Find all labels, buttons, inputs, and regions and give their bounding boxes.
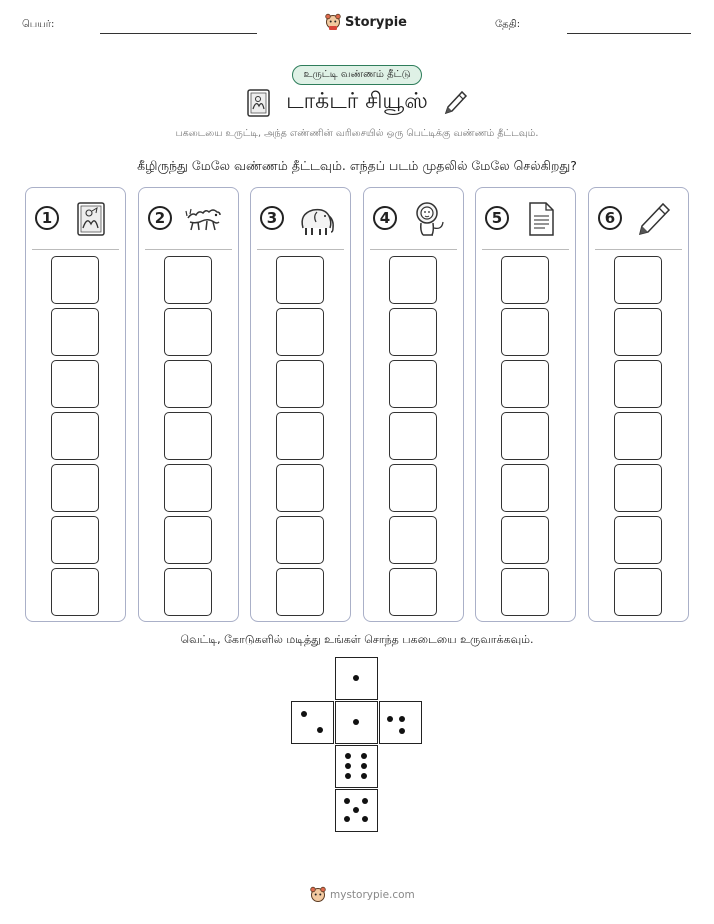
color-box[interactable] (164, 256, 212, 304)
color-box[interactable] (51, 308, 99, 356)
dice-face-5 (335, 789, 378, 832)
date-label: தேதி: (495, 19, 521, 30)
color-box[interactable] (614, 256, 662, 304)
color-box[interactable] (614, 308, 662, 356)
storypie-mascot-icon (325, 13, 341, 31)
instruction: கீழிருந்து மேலே வண்ணம் தீட்டவும். எந்தப் படம் முதலில் மேலே செல்கிறது? (137, 158, 577, 173)
color-box[interactable] (51, 464, 99, 512)
footer-url[interactable]: mystorypie.com (330, 889, 415, 901)
title-row (0, 89, 714, 117)
name-label: பெயர்: (22, 19, 55, 30)
color-box[interactable] (389, 308, 437, 356)
creature-icon (185, 200, 223, 238)
color-box[interactable] (389, 568, 437, 616)
dice-pip (344, 816, 350, 822)
column-number: 4 (373, 206, 397, 230)
color-box[interactable] (51, 412, 99, 460)
dice-face-3 (379, 701, 422, 744)
subtitle: பகடையை உருட்டி, அந்த எண்ணின் வரிசையில் ஒரு பெட்டிக்கு வண்ணம் தீட்டவும். (175, 128, 539, 139)
dice-pip (345, 753, 351, 759)
color-box[interactable] (164, 412, 212, 460)
dice-pip (317, 727, 323, 733)
dice-pip (345, 763, 351, 769)
name-line[interactable] (100, 33, 257, 34)
lion-icon (410, 200, 448, 238)
color-box[interactable] (614, 464, 662, 512)
color-box[interactable] (51, 360, 99, 408)
color-box[interactable] (501, 464, 549, 512)
brand-name: Storypie (345, 14, 407, 30)
document-icon (522, 200, 560, 238)
dice-pip (301, 711, 307, 717)
color-box[interactable] (501, 568, 549, 616)
column-6 (588, 187, 689, 622)
dice-pip (362, 798, 368, 804)
column-5 (475, 187, 576, 622)
column-divider (32, 249, 119, 250)
column-number: 3 (260, 206, 284, 230)
color-box[interactable] (389, 412, 437, 460)
column-divider (482, 249, 569, 250)
column-number: 2 (148, 206, 172, 230)
badge-wrap (0, 65, 714, 85)
column-divider (257, 249, 344, 250)
column-divider (145, 249, 232, 250)
color-box[interactable] (389, 464, 437, 512)
pencil-icon (635, 200, 673, 238)
activity-badge: உருட்டி வண்ணம் தீட்டு (292, 65, 421, 85)
column-number: 1 (35, 206, 59, 230)
color-box[interactable] (614, 412, 662, 460)
color-box[interactable] (164, 516, 212, 564)
color-box[interactable] (501, 360, 549, 408)
footer (310, 886, 415, 904)
color-box[interactable] (614, 360, 662, 408)
color-box[interactable] (164, 308, 212, 356)
dice-pip (344, 798, 350, 804)
color-box[interactable] (389, 516, 437, 564)
color-box[interactable] (276, 568, 324, 616)
color-box[interactable] (614, 568, 662, 616)
dice-pip (387, 716, 393, 722)
book-icon (246, 89, 272, 117)
color-box[interactable] (276, 256, 324, 304)
color-box[interactable] (614, 516, 662, 564)
storypie-mascot-icon (310, 886, 326, 904)
brand-logo (325, 13, 407, 31)
color-box[interactable] (51, 256, 99, 304)
dice-face-6 (335, 745, 378, 788)
color-box[interactable] (501, 308, 549, 356)
color-box[interactable] (276, 464, 324, 512)
dice-pip (361, 753, 367, 759)
dice-pip (361, 763, 367, 769)
dice-pip (399, 728, 405, 734)
column-number: 5 (485, 206, 509, 230)
color-box[interactable] (389, 360, 437, 408)
dice-pip (361, 773, 367, 779)
column-number: 6 (598, 206, 622, 230)
column-3 (250, 187, 351, 622)
dice-face-1 (335, 701, 378, 744)
dice-pip (362, 816, 368, 822)
column-2 (138, 187, 239, 622)
color-box[interactable] (501, 256, 549, 304)
dice-instruction: வெட்டி, கோடுகளில் மடித்து உங்கள் சொந்த பகடையை உருவாக்கவும். (180, 633, 534, 646)
color-box[interactable] (164, 568, 212, 616)
dice-pip (353, 719, 359, 725)
book-icon (72, 200, 110, 238)
elephant-icon (297, 200, 335, 238)
column-4 (363, 187, 464, 622)
dice-pip (353, 675, 359, 681)
color-box[interactable] (501, 516, 549, 564)
page-title: டாக்டர் சியூஸ் (286, 89, 428, 114)
color-box[interactable] (164, 360, 212, 408)
column-divider (370, 249, 457, 250)
dice-pip (399, 716, 405, 722)
dice-face-2 (291, 701, 334, 744)
color-box[interactable] (164, 464, 212, 512)
dice-pip (353, 807, 359, 813)
color-box[interactable] (276, 308, 324, 356)
color-box[interactable] (501, 412, 549, 460)
column-1 (25, 187, 126, 622)
color-box[interactable] (276, 516, 324, 564)
color-box[interactable] (276, 412, 324, 460)
dice-face-1 (335, 657, 378, 700)
pencil-icon (442, 89, 468, 117)
column-divider (595, 249, 682, 250)
date-line[interactable] (567, 33, 691, 34)
color-box[interactable] (389, 256, 437, 304)
color-box[interactable] (51, 516, 99, 564)
color-box[interactable] (276, 360, 324, 408)
color-box[interactable] (51, 568, 99, 616)
dice-pip (345, 773, 351, 779)
